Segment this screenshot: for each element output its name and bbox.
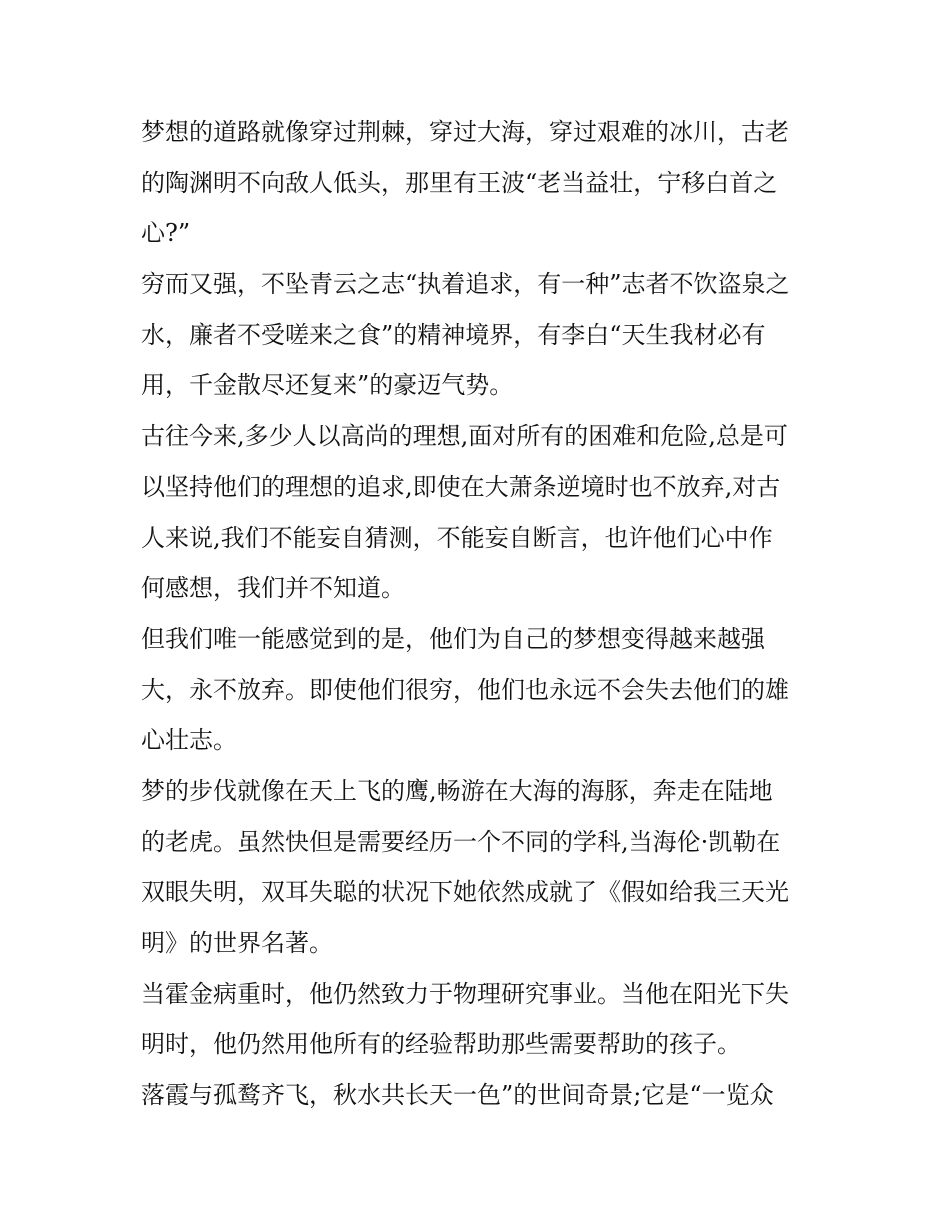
text-line: 双眼失明，双耳失聪的状况下她依然成就了《假如给我三天光 xyxy=(141,878,789,907)
text-line: 的老虎。虽然快但是需要经历一个不同的学科,当海伦·凯勒在 xyxy=(141,827,781,856)
document-body xyxy=(141,107,821,1121)
text-line: 但我们唯一能感觉到的是，他们为自己的梦想变得越来越强 xyxy=(141,624,765,653)
text-line: 水，廉者不受嗟来之食”的精神境界，有李白“天生我材必有 xyxy=(141,320,766,349)
paragraph-3 xyxy=(141,411,821,614)
text-line: 明时，他仍然用他所有的经验帮助那些需要帮助的孩子。 xyxy=(141,1030,741,1059)
paragraph-2 xyxy=(141,259,821,411)
text-line: 心?” xyxy=(141,219,191,248)
text-line: 大，永不放弃。即使他们很穷，他们也永远不会失去他们的雄 xyxy=(141,675,789,704)
text-line: 何感想，我们并不知道。 xyxy=(141,574,405,603)
text-line: 的陶渊明不向敌人低头，那里有王波“老当益壮，宁移白首之 xyxy=(141,168,778,197)
text-line: 以坚持他们的理想的追求,即使在大萧条逆境时也不放弃,对古 xyxy=(141,472,781,501)
text-line: 古往今来,多少人以高尚的理想,面对所有的困难和危险,总是可 xyxy=(141,422,788,451)
text-line: 当霍金病重时，他仍然致力于物理研究事业。当他在阳光下失 xyxy=(141,979,789,1008)
text-line: 落霞与孤鹜齐飞，秋水共长天一色”的世间奇景;它是“一览众 xyxy=(141,1081,774,1110)
text-line: 明》的世界名著。 xyxy=(141,929,333,957)
text-line: 梦想的道路就像穿过荆棘，穿过大海，穿过艰难的冰川，古老 xyxy=(141,118,789,146)
text-line: 用，千金散尽还复来”的豪迈气势。 xyxy=(141,371,514,400)
paragraph-7 xyxy=(141,1070,821,1121)
paragraph-4 xyxy=(141,614,821,766)
paragraph-5 xyxy=(141,766,821,969)
text-line: 心壮志。 xyxy=(141,726,237,755)
text-line: 人来说,我们不能妄自猜测，不能妄自断言，也许他们心中作 xyxy=(141,523,773,552)
paragraph-6 xyxy=(141,969,821,1070)
text-line: 梦的步伐就像在天上飞的鹰,畅游在大海的海豚，奔走在陆地 xyxy=(141,776,773,805)
paragraph-1 xyxy=(141,107,821,259)
text-line: 穷而又强，不坠青云之志“执着追求，有一种”志者不饮盗泉之 xyxy=(141,270,790,299)
